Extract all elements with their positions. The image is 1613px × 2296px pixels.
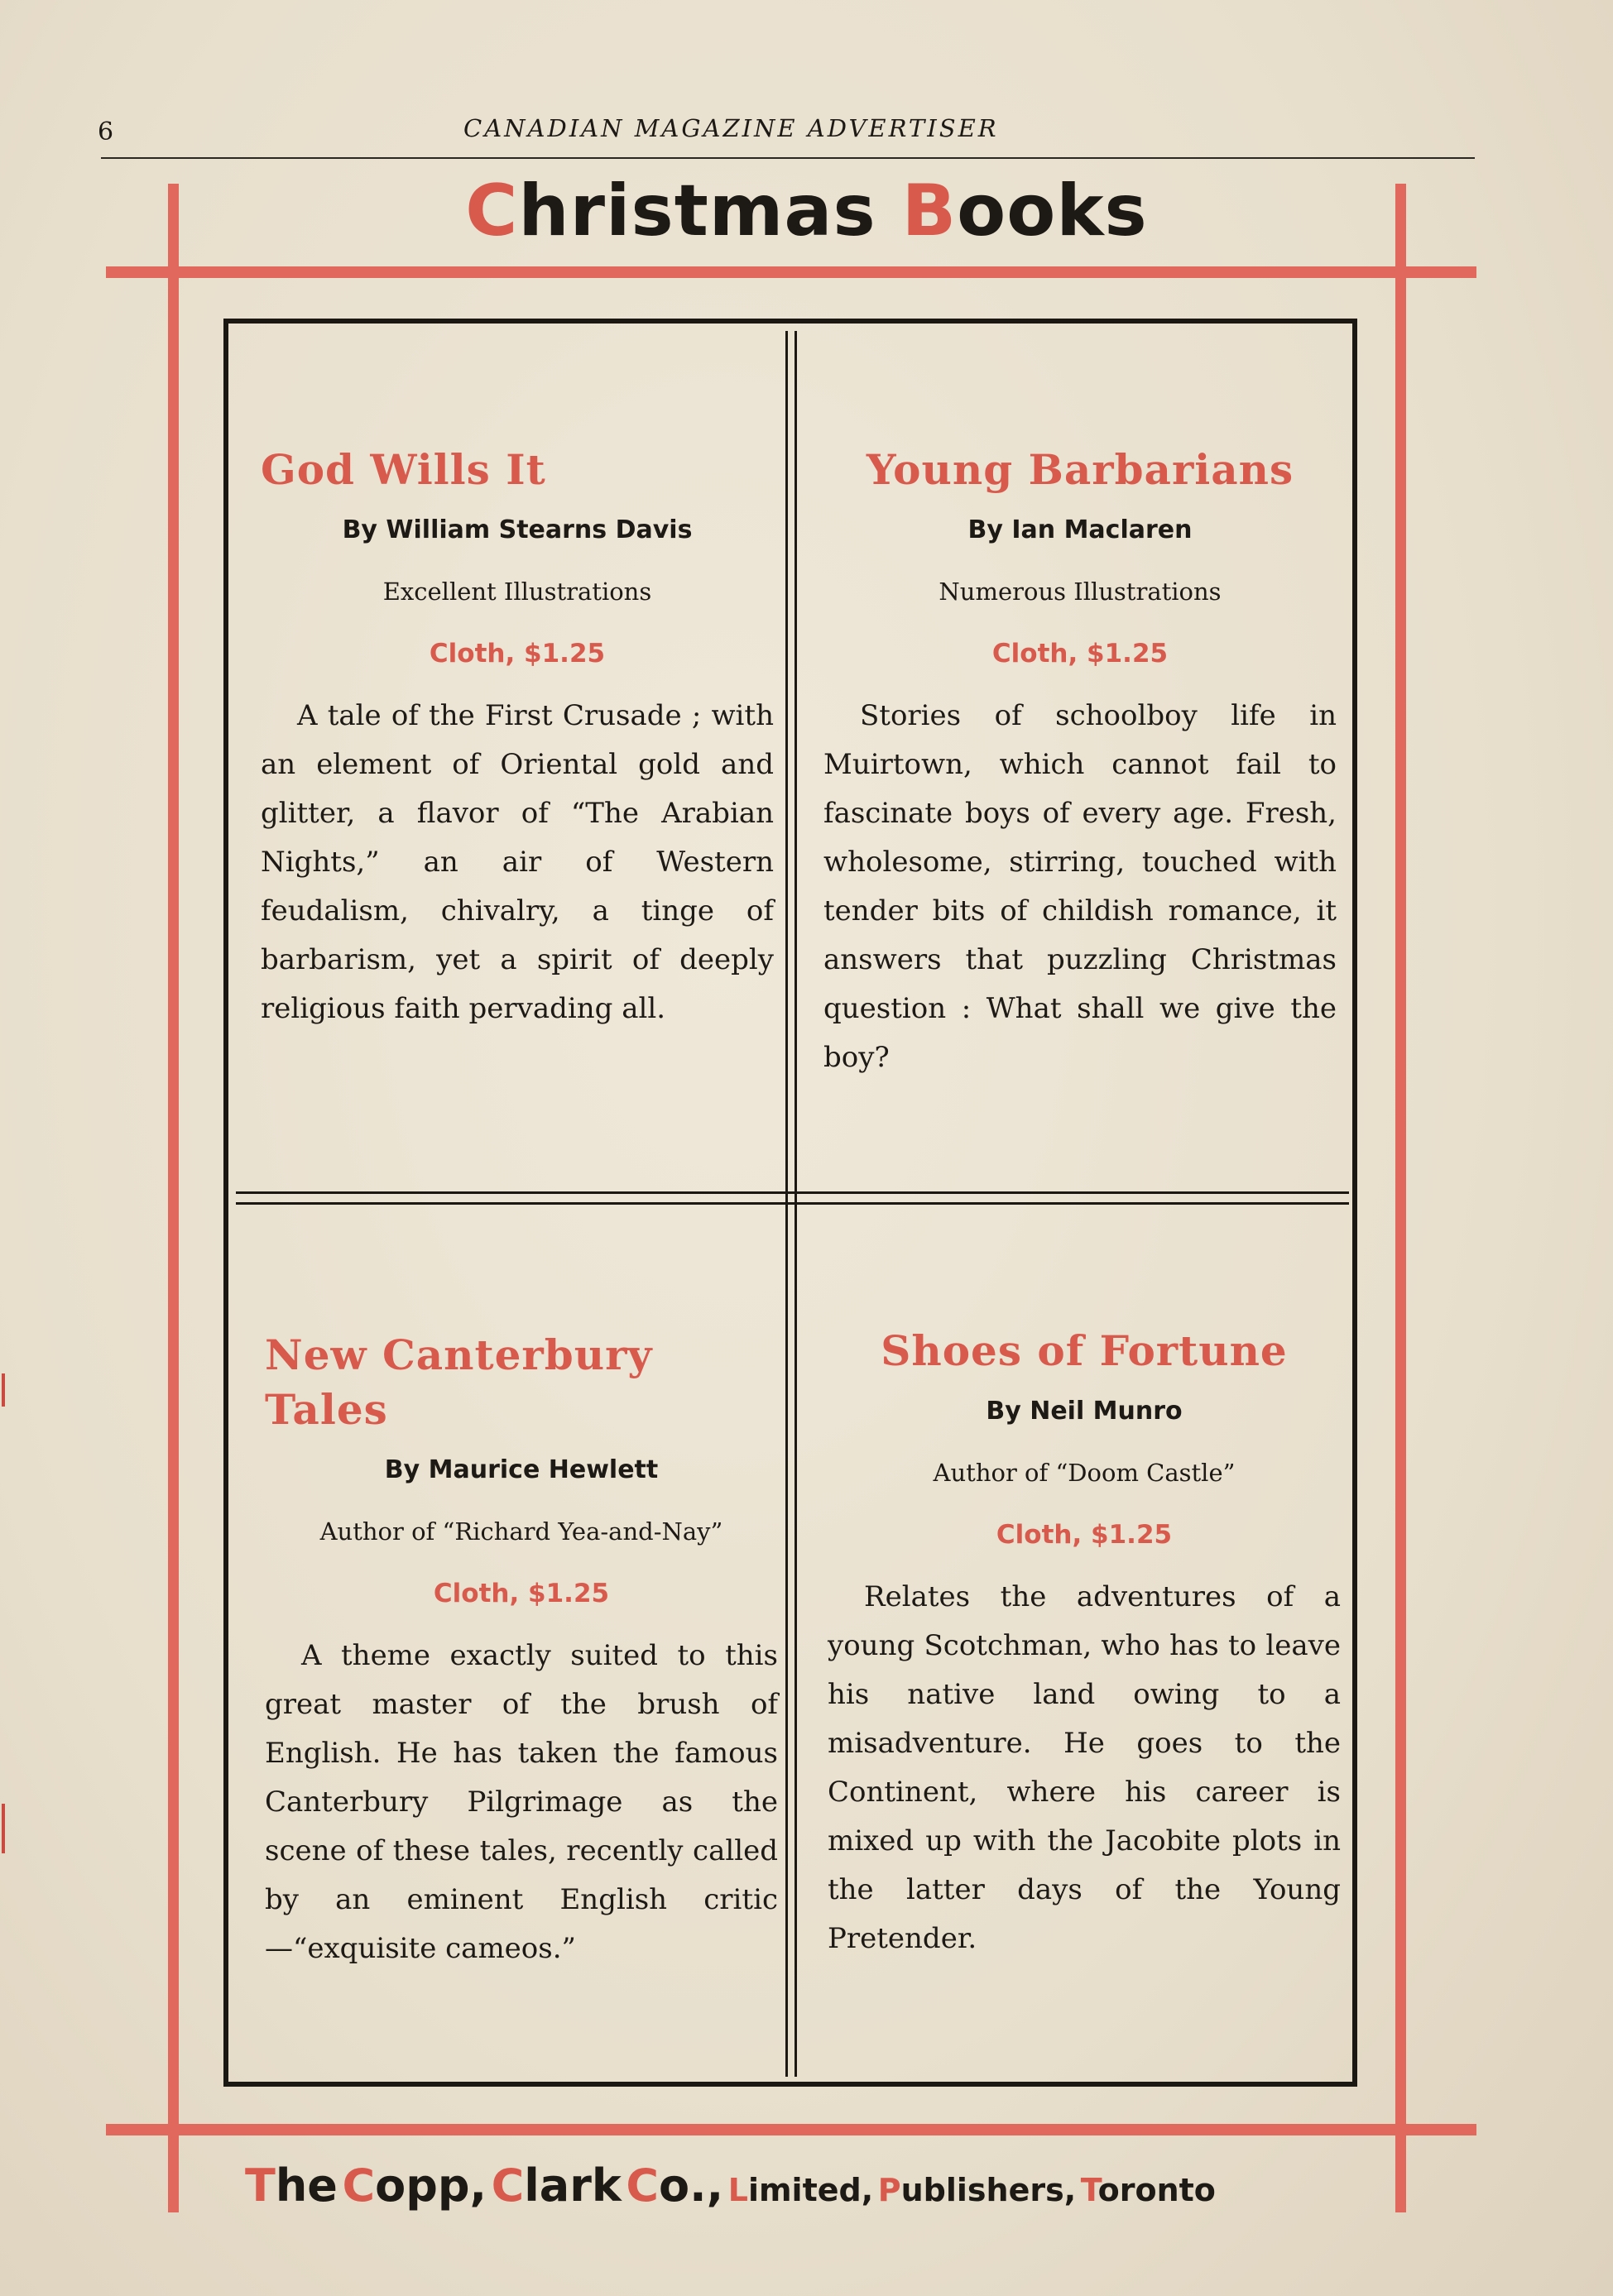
imprint-text: imited,: [747, 2172, 874, 2208]
imprint-text: lark: [524, 2159, 622, 2212]
imprint-text: ublishers,: [900, 2172, 1077, 2208]
book-author: By Ian Maclaren: [967, 515, 1193, 544]
book-note: Excellent Illustrations: [382, 578, 652, 606]
page-number: 6: [98, 117, 114, 146]
book-panel-new-canterbury-tales: [265, 1328, 778, 1973]
book-panel-shoes-of-fortune: [828, 1324, 1341, 1963]
imprint-initial: C: [626, 2159, 659, 2212]
edge-mark: [2, 1373, 5, 1407]
ad-title: [0, 170, 1613, 252]
book-description: A tale of the First Crusade ; with an element of Oriental gold and glitter, a flavor of “The Arabian Nights,” an air of Western feudalism, chivalry, a tinge of barbarism, yet a spirit of deeply religious faith pervading all.: [261, 699, 774, 1025]
book-title: Young Barbarians: [866, 445, 1294, 494]
book-author: By William Stearns Davis: [342, 515, 693, 544]
book-title: New Canterbury Tales: [265, 1330, 653, 1434]
book-price: Cloth, $1.25: [433, 1579, 610, 1608]
title-word-1-rest: hristmas: [518, 170, 876, 252]
book-note: Author of “Richard Yea-and-Nay”: [319, 1517, 723, 1546]
book-title: God Wills It: [261, 445, 546, 494]
red-frame-bottom: [106, 2124, 1476, 2135]
imprint-initial: P: [877, 2172, 901, 2208]
book-price: Cloth, $1.25: [996, 1520, 1173, 1550]
imprint-initial: T: [1080, 2172, 1098, 2208]
book-description: A theme exactly suited to this great master of the brush of English. He has taken the famous Canterbury Pilgrimage as the scene of these tales, recently called by an eminent English critic—“exquisite cameos.”: [265, 1639, 778, 1965]
title-initial-c: C: [465, 170, 519, 252]
book-panel-young-barbarians: [823, 443, 1337, 1082]
edge-mark: [2, 1804, 5, 1853]
imprint-text: he: [275, 2159, 338, 2212]
imprint-text: oronto: [1097, 2172, 1216, 2208]
red-frame-left: [168, 184, 179, 2212]
book-description: Relates the adventures of a young Scotchman, who has to leave his native land owing to a misadventure. He goes to the Continent, where his career is mixed up with the Jacobite plots in the latter days of the Young Pretender.: [828, 1580, 1341, 1955]
book-panel-god-wills-it: [261, 443, 774, 1033]
horizontal-divider: [236, 1202, 1349, 1205]
imprint-initial: C: [491, 2159, 525, 2212]
horizontal-divider: [236, 1191, 1349, 1194]
book-price: Cloth, $1.25: [429, 639, 606, 669]
title-initial-b: B: [901, 170, 958, 252]
running-title: CANADIAN MAGAZINE ADVERTISER: [463, 114, 999, 142]
book-author: By Neil Munro: [986, 1397, 1183, 1426]
header-rule: [101, 157, 1475, 159]
imprint-text: o.,: [659, 2159, 724, 2212]
book-note: Author of “Doom Castle”: [933, 1459, 1236, 1487]
imprint-initial: L: [727, 2172, 748, 2208]
book-author: By Maurice Hewlett: [384, 1455, 659, 1484]
book-title: Shoes of Fortune: [881, 1326, 1288, 1375]
title-word-2-rest: ooks: [957, 170, 1148, 252]
imprint-initial: T: [245, 2159, 276, 2212]
publisher-imprint: [245, 2159, 1216, 2212]
book-note: Numerous Illustrations: [939, 578, 1222, 606]
book-description: Stories of schoolboy life in Muirtown, which cannot fail to fascinate boys of every age. Fresh, wholesome, stirring, touched with tender bits of childish romance, it answers that puzzling Christmas question : What shall we give the boy?: [823, 699, 1337, 1074]
red-frame-top: [106, 266, 1476, 278]
book-price: Cloth, $1.25: [991, 639, 1169, 669]
imprint-text: opp,: [375, 2159, 487, 2212]
red-frame-right: [1395, 184, 1406, 2212]
imprint-initial: C: [342, 2159, 376, 2212]
